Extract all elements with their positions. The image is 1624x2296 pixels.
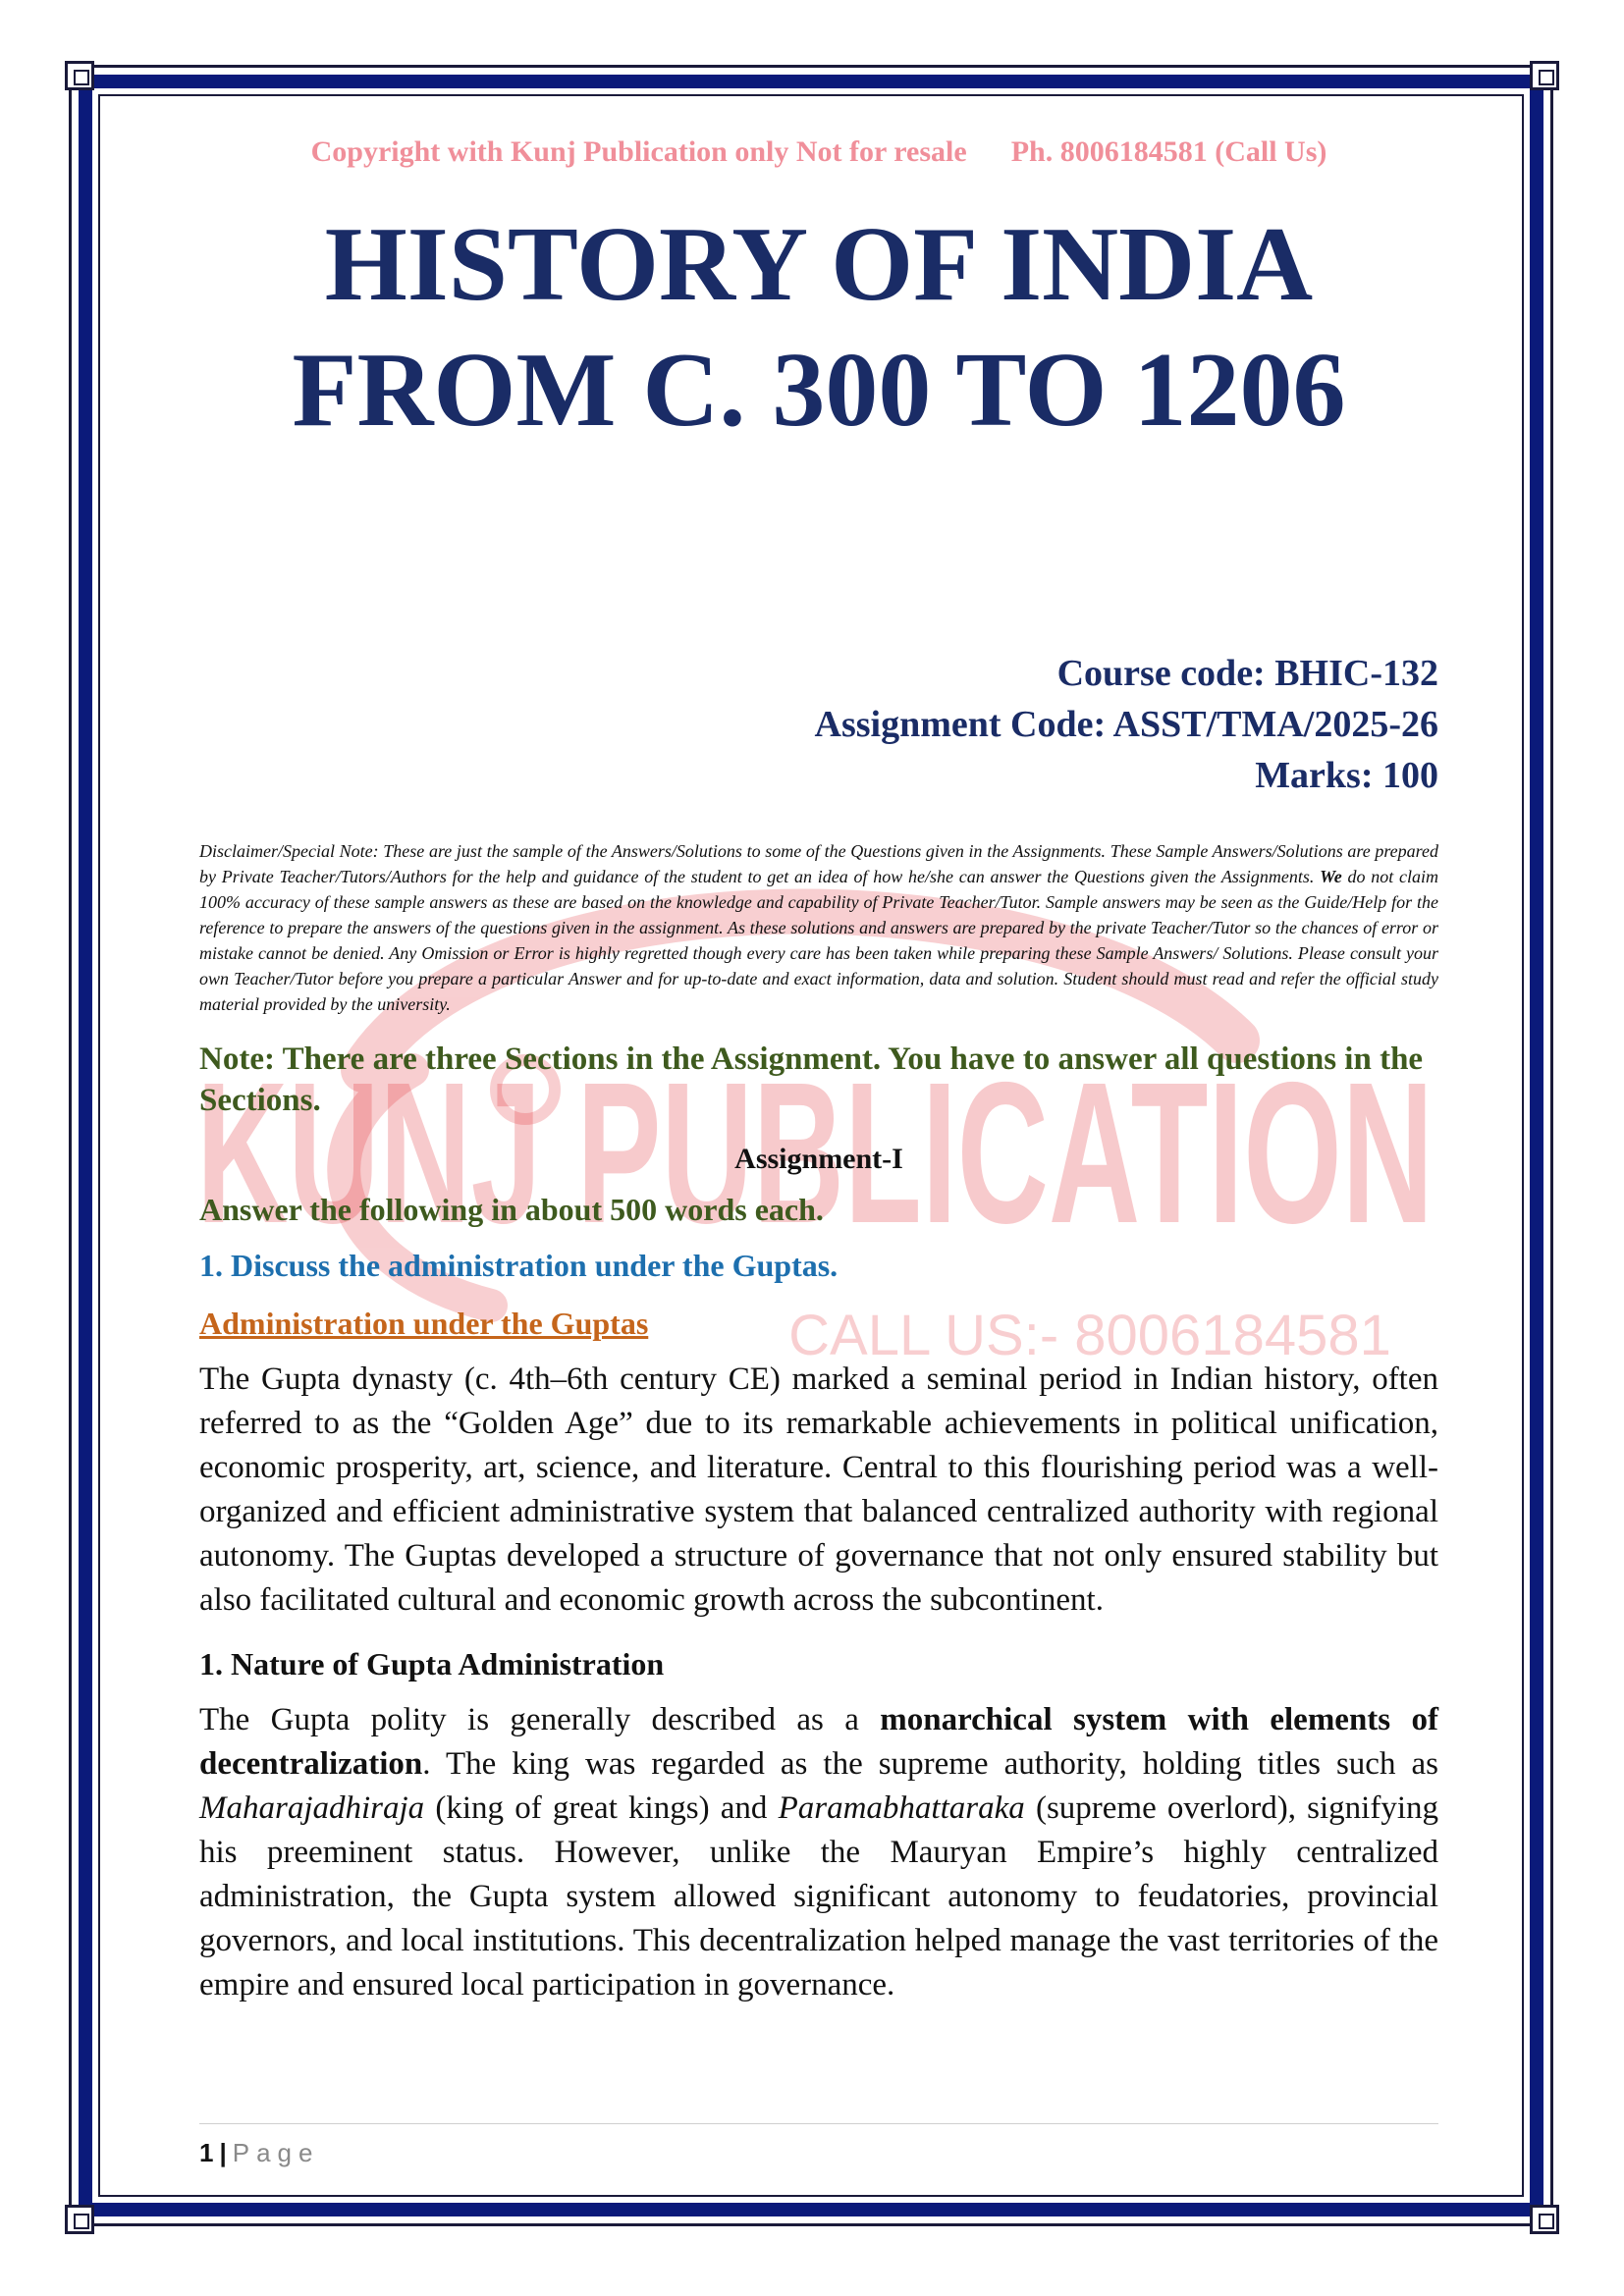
assignment-code: Assignment Code: ASST/TMA/2025-26 [814,704,1438,745]
border-corner-ornament [1530,61,1559,90]
intro-paragraph: The Gupta dynasty (c. 4th–6th century CE) marked a seminal period in Indian history, often referred to as the “Golden Age” due to its remarkable achievements in political unification, economic prosperity, art, science, and literature. Central to this flourishing period was a well-organized and efficient administrative system that balanced centralized authority with regional autonomy. The Guptas developed a structure of governance that not only ensured stability but also facilitated cultural and economic growth across the subcontinent. [199,1362,1438,1618]
document-title [199,202,1438,454]
paragraph-bold-text: monarchical system with elements of decentralization [199,1702,1438,1782]
title-line-1: HISTORY OF INDIA [324,206,1314,323]
marks: Marks: 100 [1255,755,1438,796]
course-info [199,648,1438,801]
course-code: Course code: BHIC-132 [1056,653,1438,694]
page-number: 1 [199,2138,214,2167]
page-separator: | [219,2138,227,2167]
border-corner-ornament [65,61,94,90]
border-corner-ornament [65,2205,94,2234]
disclaimer-text-1: Disclaimer/Special Note: These are just the sample of the Answers/Solutions to some of the Questions given in the Assignments. These Sample Answers/Solutions are prepared by Private Teacher/Tutors/Authors for the help and guidance of the student to get an idea of how he/she can answer the Questions given the Assignments. [199,841,1438,886]
answer-heading: Administration under the Guptas [199,1306,649,1341]
page-footer [199,2138,319,2168]
page-label: Page [232,2138,320,2167]
title-term: Paramabhattaraka [778,1790,1025,1826]
assignment-heading: Assignment-I [734,1143,903,1175]
title-term: Maharajadhiraja [199,1790,425,1826]
watermark-phone-text: CALL US:- 8006184581 [788,1304,1391,1367]
title-line-2: FROM C. 300 TO 1206 [292,332,1346,449]
border-corner-ornament [1530,2205,1559,2234]
watermark-brand-text: KUNJ PUBLICATION [196,1041,1434,1265]
disclaimer-emphasis: We [1320,867,1342,886]
section-heading: 1. Nature of Gupta Administration [199,1646,665,1682]
assignment-note: Note: There are three Sections in the Assignment. You have to answer all questions in the Sections. [199,1041,1424,1118]
instruction: Answer the following in about 500 words each. [199,1192,824,1227]
paragraph-text: . The king was regarded as the supreme authority, holding titles such as [422,1746,1438,1782]
paragraph-text: (supreme overlord), signifying his preeminent status. However, unlike the Mauryan Empire’s highly centralized administration, the Gupta system allowed significant autonomy to feudatories, provincial governors, and local institutions. This decentralization helped manage the vast territories of the empire and ensured local participation in governance. [199,1790,1438,2002]
paragraph-text: The Gupta polity is generally described as a [199,1702,881,1737]
disclaimer [199,838,1438,1017]
question-1: 1. Discuss the administration under the Guptas. [199,1248,839,1283]
footer-divider [199,2123,1438,2124]
disclaimer-text-2: do not claim 100% accuracy of these sample answers as these are based on the knowledge and capability of Private Teacher/Tutor. Sample answers may be seen as the Guide/Help for the reference to prepare the answers of the questions given in the assignment. As these solutions and answers are prepared by the private Teacher/Tutor so the chances of error or mistake cannot be denied. Any Omission or Error is highly regretted though every care has been taken while preparing these Sample Answers/ Solutions. Please consult your own Teacher/Tutor before you prepare a particular Answer and for up-to-date and exact information, data and solution. Student should must read and refer the official study material provided by the university. [199,867,1438,1014]
paragraph-text: (king of great kings) and [424,1790,779,1826]
section-paragraph [199,1698,1438,2007]
copyright-notice: Copyright with Kunj Publication only Not for resale Ph. 8006184581 (Call Us) [310,135,1327,168]
page-content [199,135,1438,2007]
